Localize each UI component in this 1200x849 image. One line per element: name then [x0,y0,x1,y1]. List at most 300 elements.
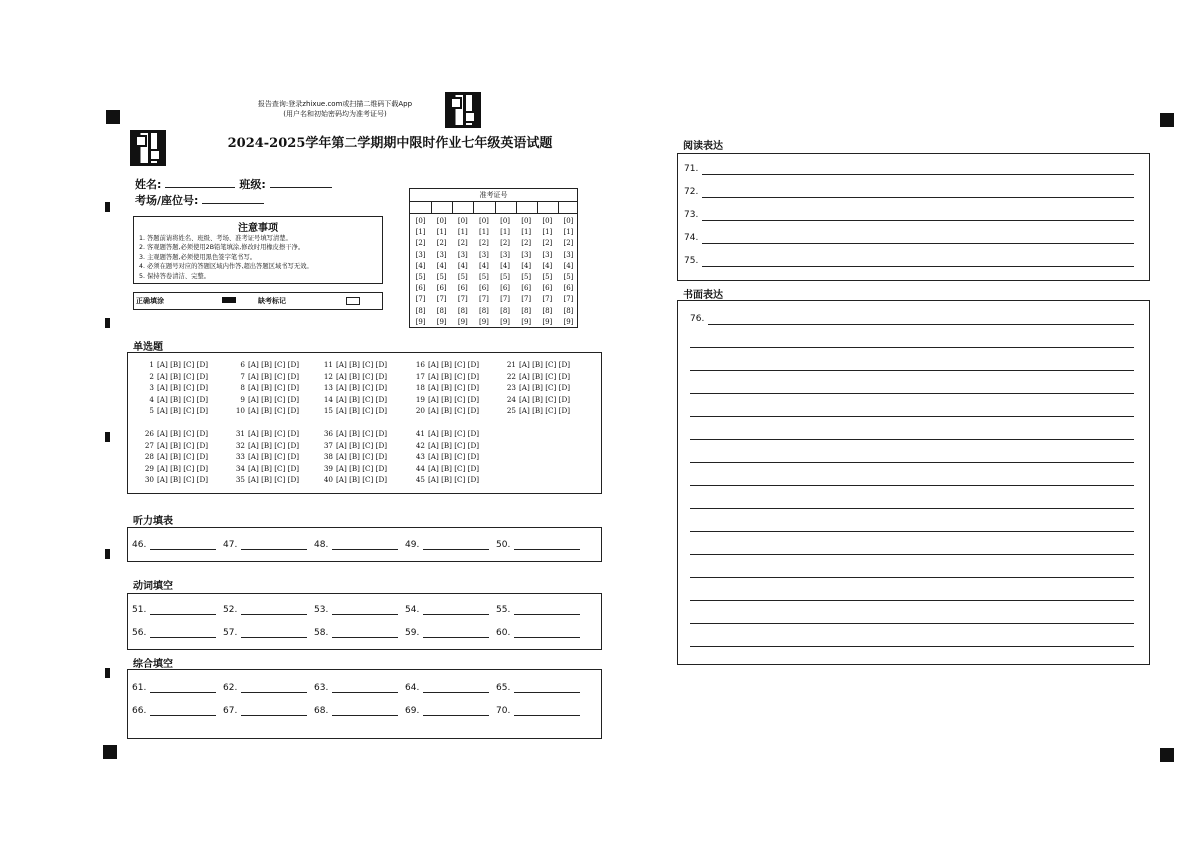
item-number: 60. [496,628,511,638]
mcq-row [321,405,387,417]
student-info [135,176,332,192]
answer-options[interactable]: [A] [B] [C] [D] [519,394,571,404]
mcq-row [504,394,570,406]
answer-blank[interactable] [150,628,216,638]
question-number: 34 [235,463,245,473]
exam-id-column [473,216,494,328]
writing-line[interactable] [690,531,1134,532]
answer-blank[interactable] [150,540,216,550]
write-cell-divider [452,202,453,213]
fill-example [133,292,383,310]
writing-line[interactable] [690,347,1134,348]
exam-id-bubble[interactable]: [4] [415,261,426,270]
mcq-column [321,428,387,486]
answer-options[interactable]: [A] [B] [C] [D] [157,452,209,461]
note-item: 1. 答题前请将姓名、班级、考场、准考证号填写清楚。 [139,235,292,242]
answer-options[interactable]: [A] [B] [C] [D] [248,406,300,415]
exam-id-bubble[interactable]: [8] [457,306,468,315]
answer-options[interactable]: [A] [B] [C] [D] [157,406,209,415]
exam-id-bubble[interactable]: [7] [563,295,574,304]
answer-line[interactable] [702,174,1134,175]
answer-options[interactable]: [A] [B] [C] [D] [248,429,300,438]
answer-line[interactable] [702,220,1134,221]
writing-line[interactable] [690,439,1134,440]
fill-blank [405,706,489,716]
mcq-row [233,440,299,452]
mcq-row [142,405,208,417]
mcq-row [413,394,479,406]
report-notice [240,99,430,119]
answer-options[interactable]: [A] [B] [C] [D] [248,475,300,484]
fill-blank [496,605,580,615]
exam-id-bubble[interactable]: [9] [457,317,468,326]
exam-id-bubble[interactable]: [1] [436,228,447,237]
writing-line[interactable] [690,370,1134,371]
answer-options[interactable]: [A] [B] [C] [D] [248,371,300,381]
exam-id-grid [409,188,578,328]
question-number: 31 [235,429,245,438]
mcq-row [321,359,387,371]
fill-blank [314,605,398,615]
note-item: 2. 客观题答题,必须使用2B铅笔填涂,修改时用橡皮擦干净。 [139,244,305,252]
item-number: 63. [314,683,329,693]
item-number: 54. [405,605,420,615]
answer-blank[interactable] [332,605,398,615]
question-number: 26 [144,429,154,438]
exam-id-bubble[interactable]: [9] [415,317,426,326]
writing-box [677,300,1150,665]
exam-id-bubble[interactable]: [9] [563,317,574,326]
page-title: 2024-2025学年第二学期期中限时作业七年级英语试题 [227,136,553,151]
answer-blank[interactable] [514,540,580,550]
exam-id-bubble[interactable]: [6] [521,284,532,293]
exam-id-bubble[interactable]: [3] [542,250,553,259]
mcq-row [321,371,387,383]
question-number: 4 [149,394,154,404]
answer-blank[interactable] [332,706,398,716]
answer-blank[interactable] [241,683,307,693]
answer-options[interactable]: [A] [B] [C] [D] [519,383,571,392]
seat-label: 考场/座位号: [135,194,199,207]
exam-id-bubble[interactable]: [6] [542,284,553,293]
answer-blank[interactable] [514,605,580,615]
item-number: 50. [496,540,511,550]
exam-id-bubble[interactable]: [3] [436,250,447,259]
fill-blank [405,540,489,550]
exam-id-bubble[interactable]: [8] [521,306,532,315]
answer-blank[interactable] [150,706,216,716]
verb-section-title: 动词填空 [133,581,173,592]
writing-line[interactable] [690,485,1134,486]
mcq-row [142,451,208,463]
answer-line[interactable] [702,197,1134,198]
mcq-row [413,451,479,463]
mcq-row [504,371,570,383]
mcq-row [321,474,387,486]
question-number: 44 [415,463,425,473]
exam-id-bubble[interactable]: [0] [415,217,426,225]
question-number: 38 [323,452,333,461]
name-field[interactable] [165,177,235,188]
exam-id-bubble[interactable]: [9] [478,317,489,326]
fill-blank [223,706,307,716]
answer-blank[interactable] [514,628,580,638]
answer-options[interactable]: [A] [B] [C] [D] [428,383,480,392]
answer-options[interactable]: [A] [B] [C] [D] [519,371,571,381]
fill-blank [132,683,216,693]
timing-mark [105,549,110,559]
reading-box [677,153,1150,281]
answer-options[interactable]: [A] [B] [C] [D] [428,429,480,438]
fill-blank [223,540,307,550]
exam-id-bubble[interactable]: [8] [500,306,511,315]
question-number: 6 [240,360,245,369]
exam-id-bubble[interactable]: [5] [500,273,511,282]
answer-line[interactable] [702,243,1134,244]
question-number: 39 [323,463,333,473]
answer-blank[interactable] [514,706,580,716]
question-number: 12 [323,371,333,381]
answer-options[interactable]: [A] [B] [C] [D] [428,406,480,415]
exam-id-bubble[interactable]: [3] [457,250,468,259]
mcq-row [413,405,479,417]
exam-id-bubble[interactable]: [6] [500,284,511,293]
exam-id-bubble[interactable]: [8] [478,306,489,315]
exam-id-column [558,216,579,328]
exam-id-bubble[interactable]: [7] [542,295,553,304]
exam-id-bubble[interactable]: [6] [563,284,574,293]
notice-line: 报告查询:登录zhixue.com或扫描二维码下载App [257,100,413,108]
class-field[interactable] [270,177,332,188]
exam-id-bubble[interactable]: [9] [542,317,553,326]
mcq-row [142,359,208,371]
writing-line[interactable] [690,508,1134,509]
cloze-area [128,670,601,738]
exam-id-bubble[interactable]: [9] [436,317,447,326]
answer-options[interactable]: [A] [B] [C] [D] [428,475,480,484]
answer-blank[interactable] [241,540,307,550]
question-number: 13 [323,383,333,392]
question-number: 37 [323,440,333,450]
exam-id-bubble[interactable]: [5] [478,273,489,282]
answer-options[interactable]: [A] [B] [C] [D] [336,429,388,438]
exam-id-bubble[interactable]: [5] [436,273,447,282]
item-number: 49. [405,540,420,550]
answer-options[interactable]: [A] [B] [C] [D] [157,429,209,438]
exam-id-bubble[interactable]: [4] [478,261,489,270]
write-cell-divider [558,202,559,213]
answer-options[interactable]: [A] [B] [C] [D] [428,452,480,461]
question-number: 11 [323,360,333,369]
mcq-column [142,359,208,417]
exam-id-label: 准考证号 [410,189,577,202]
exam-id-bubble[interactable]: [2] [457,239,468,248]
mcq-row [321,428,387,440]
exam-id-bubble[interactable]: [4] [542,261,553,270]
write-cell-divider [516,202,517,213]
exam-id-bubble[interactable]: [6] [415,284,426,293]
exam-id-bubble[interactable]: [9] [500,317,511,326]
answer-blank[interactable] [332,628,398,638]
exam-id-bubble[interactable]: [6] [436,284,447,293]
answer-options[interactable]: [A] [B] [C] [D] [248,440,300,450]
answer-options[interactable]: [A] [B] [C] [D] [157,440,209,450]
exam-id-bubble[interactable]: [2] [542,239,553,248]
fill-blank [223,628,307,638]
mcq-row [504,405,570,417]
timing-mark [105,432,110,442]
answer-blank[interactable] [241,706,307,716]
answer-line[interactable] [702,266,1134,267]
listening-box [127,527,602,562]
name-label: 姓名: [135,178,162,191]
seat-field[interactable] [202,193,264,204]
mcq-row [142,463,208,475]
exam-id-bubble[interactable]: [1] [478,228,489,237]
question-number: 1 [149,360,154,369]
answer-options[interactable]: [A] [B] [C] [D] [336,383,388,392]
exam-id-bubble[interactable]: [4] [500,261,511,270]
exam-id-bubble[interactable]: [7] [500,295,511,304]
answer-blank[interactable] [332,540,398,550]
exam-id-bubble[interactable]: [2] [415,239,426,248]
answer-blank[interactable] [423,605,489,615]
exam-id-bubble[interactable]: [0] [521,217,532,225]
exam-id-bubble[interactable]: [5] [542,273,553,282]
exam-id-bubble[interactable]: [0] [436,217,447,225]
exam-id-bubble[interactable]: [0] [478,217,489,225]
exam-id-bubble[interactable]: [8] [415,306,426,315]
seat-info [135,192,264,208]
question-number: 21 [506,360,516,369]
question-number: 5 [149,406,154,415]
answer-blank[interactable] [423,628,489,638]
answer-options[interactable]: [A] [B] [C] [D] [428,394,480,404]
answer-options[interactable]: [A] [B] [C] [D] [519,406,571,415]
writing-line[interactable] [690,393,1134,394]
exam-id-bubble[interactable]: [7] [415,295,426,304]
item-number: 66. [132,706,147,716]
answer-options[interactable]: [A] [B] [C] [D] [248,383,300,392]
answer-blank[interactable] [150,683,216,693]
exam-id-bubble[interactable]: [8] [436,306,447,315]
note-item: 4. 必须在题号对应的答题区域内作答,超出答题区域书写无效。 [139,263,313,271]
note-item: 3. 主观题答题,必须使用黑色签字笔书写。 [139,253,257,261]
question-number: 18 [415,383,425,392]
exam-id-bubble[interactable]: [2] [521,239,532,248]
answer-options[interactable]: [A] [B] [C] [D] [336,371,388,381]
answer-options[interactable]: [A] [B] [C] [D] [336,452,388,461]
corner-mark [1160,748,1174,762]
answer-options[interactable]: [A] [B] [C] [D] [157,360,209,369]
answer-options[interactable]: [A] [B] [C] [D] [428,360,480,369]
notes-list [134,234,382,281]
mcq-column [233,428,299,486]
exam-id-bubble[interactable]: [1] [457,228,468,237]
answer-options[interactable]: [A] [B] [C] [D] [336,463,388,473]
answer-options[interactable]: [A] [B] [C] [D] [336,475,388,484]
answer-options[interactable]: [A] [B] [C] [D] [336,406,388,415]
exam-id-bubble[interactable]: [5] [415,273,426,282]
exam-id-bubble[interactable]: [6] [478,284,489,293]
answer-blank[interactable] [241,605,307,615]
mcq-column [233,359,299,417]
answer-blank[interactable] [514,683,580,693]
answer-options[interactable]: [A] [B] [C] [D] [336,360,388,369]
exam-id-column [516,216,537,328]
answer-options[interactable]: [A] [B] [C] [D] [428,440,480,450]
item-number: 48. [314,540,329,550]
mcq-row [233,463,299,475]
fill-blank [132,706,216,716]
exam-id-bubble[interactable]: [3] [478,250,489,259]
answer-options[interactable]: [A] [B] [C] [D] [157,475,209,484]
fill-blank [223,605,307,615]
answer-options[interactable]: [A] [B] [C] [D] [336,394,388,404]
answer-options[interactable]: [A] [B] [C] [D] [248,463,300,473]
exam-id-bubble[interactable]: [0] [500,217,511,225]
exam-id-bubble[interactable]: [9] [521,317,532,326]
exam-id-bubble[interactable]: [8] [542,306,553,315]
exam-id-write-row [410,202,577,214]
mcq-box [127,352,602,494]
item-number: 59. [405,628,420,638]
exam-id-bubble[interactable]: [2] [478,239,489,248]
exam-id-bubble[interactable]: [0] [457,217,468,225]
item-number: 52. [223,605,238,615]
answer-options[interactable]: [A] [B] [C] [D] [248,452,300,461]
notes-box [133,216,383,284]
exam-id-bubble[interactable]: [2] [500,239,511,248]
writing-line[interactable] [690,554,1134,555]
question-number: 41 [415,429,425,438]
question-number: 30 [144,475,154,484]
exam-id-bubble[interactable]: [3] [500,250,511,259]
exam-id-bubble[interactable]: [5] [563,273,574,282]
fill-blank [496,628,580,638]
exam-id-bubble[interactable]: [5] [521,273,532,282]
question-number: 15 [323,406,333,415]
question-number: 28 [144,452,154,461]
question-number: 27 [144,440,154,450]
fill-blank [132,540,216,550]
answer-blank[interactable] [241,628,307,638]
mcq-column [142,428,208,486]
question-number: 35 [235,475,245,484]
exam-id-bubble[interactable]: [4] [563,261,574,270]
item-number: 74. [684,233,699,243]
exam-id-bubble[interactable]: [7] [521,295,532,304]
exam-id-bubble[interactable]: [1] [521,228,532,237]
writing-line[interactable] [690,623,1134,624]
question-number: 33 [235,452,245,461]
writing-line[interactable] [690,462,1134,463]
writing-line[interactable] [690,577,1134,578]
filled-box-icon [222,297,236,303]
answer-blank[interactable] [150,605,216,615]
answer-blank[interactable] [423,540,489,550]
mcq-row [321,440,387,452]
write-cell-divider [537,202,538,213]
mcq-row [142,428,208,440]
answer-blank[interactable] [423,683,489,693]
answer-line[interactable] [708,324,1134,325]
mcq-row [233,359,299,371]
mcq-row [413,359,479,371]
exam-id-bubble[interactable]: [4] [521,261,532,270]
answer-options[interactable]: [A] [B] [C] [D] [157,383,209,392]
question-number: 23 [506,383,516,392]
answer-options[interactable]: [A] [B] [C] [D] [336,440,388,450]
exam-id-bubble[interactable]: [1] [415,228,426,237]
answer-options[interactable]: [A] [B] [C] [D] [157,463,209,473]
question-number: 19 [415,394,425,404]
mcq-row [413,440,479,452]
question-number: 43 [415,452,425,461]
listening-section-title: 听力填表 [133,516,173,527]
exam-id-bubble[interactable]: [7] [436,295,447,304]
cloze-box [127,669,602,739]
mcq-column [504,359,570,417]
exam-id-bubble[interactable]: [1] [563,228,574,237]
answer-blank[interactable] [423,706,489,716]
answer-options[interactable]: [A] [B] [C] [D] [157,394,209,404]
exam-id-bubble[interactable]: [5] [457,273,468,282]
fill-blank [405,628,489,638]
item-number: 55. [496,605,511,615]
exam-id-bubble[interactable]: [7] [457,295,468,304]
exam-id-bubble[interactable]: [3] [415,250,426,259]
item-number: 46. [132,540,147,550]
answer-options[interactable]: [A] [B] [C] [D] [428,463,480,473]
answer-blank[interactable] [332,683,398,693]
exam-id-bubble[interactable]: [3] [563,250,574,259]
answer-options[interactable]: [A] [B] [C] [D] [428,371,480,381]
cloze-section-title: 综合填空 [133,659,173,670]
answer-options[interactable]: [A] [B] [C] [D] [248,394,300,404]
corner-mark [103,745,117,759]
fill-blank [496,540,580,550]
item-number: 61. [132,683,147,693]
answer-options[interactable]: [A] [B] [C] [D] [519,360,571,369]
writing-line[interactable] [690,416,1134,417]
writing-line[interactable] [690,646,1134,647]
exam-id-bubble[interactable]: [1] [542,228,553,237]
question-number: 9 [240,394,245,404]
mcq-row [413,428,479,440]
exam-id-bubble[interactable]: [8] [563,306,574,315]
exam-id-bubble[interactable]: [0] [563,217,574,225]
exam-id-bubble[interactable]: [0] [542,217,553,225]
answer-options[interactable]: [A] [B] [C] [D] [157,371,209,381]
item-number: 72. [684,187,699,197]
mcq-row [321,382,387,394]
exam-id-bubble[interactable]: [6] [457,284,468,293]
exam-id-bubble[interactable]: [2] [563,239,574,248]
writing-line[interactable] [690,600,1134,601]
exam-id-bubble[interactable]: [2] [436,239,447,248]
exam-id-bubble[interactable]: [4] [457,261,468,270]
exam-id-bubble[interactable]: [1] [500,228,511,237]
exam-id-bubble[interactable]: [4] [436,261,447,270]
exam-id-bubble[interactable]: [7] [478,295,489,304]
absent-mark-box[interactable] [346,297,360,305]
mcq-row [413,474,479,486]
exam-id-bubble[interactable]: [3] [521,250,532,259]
exam-id-column [431,216,452,328]
answer-options[interactable]: [A] [B] [C] [D] [248,360,300,369]
verb-area [128,594,601,649]
